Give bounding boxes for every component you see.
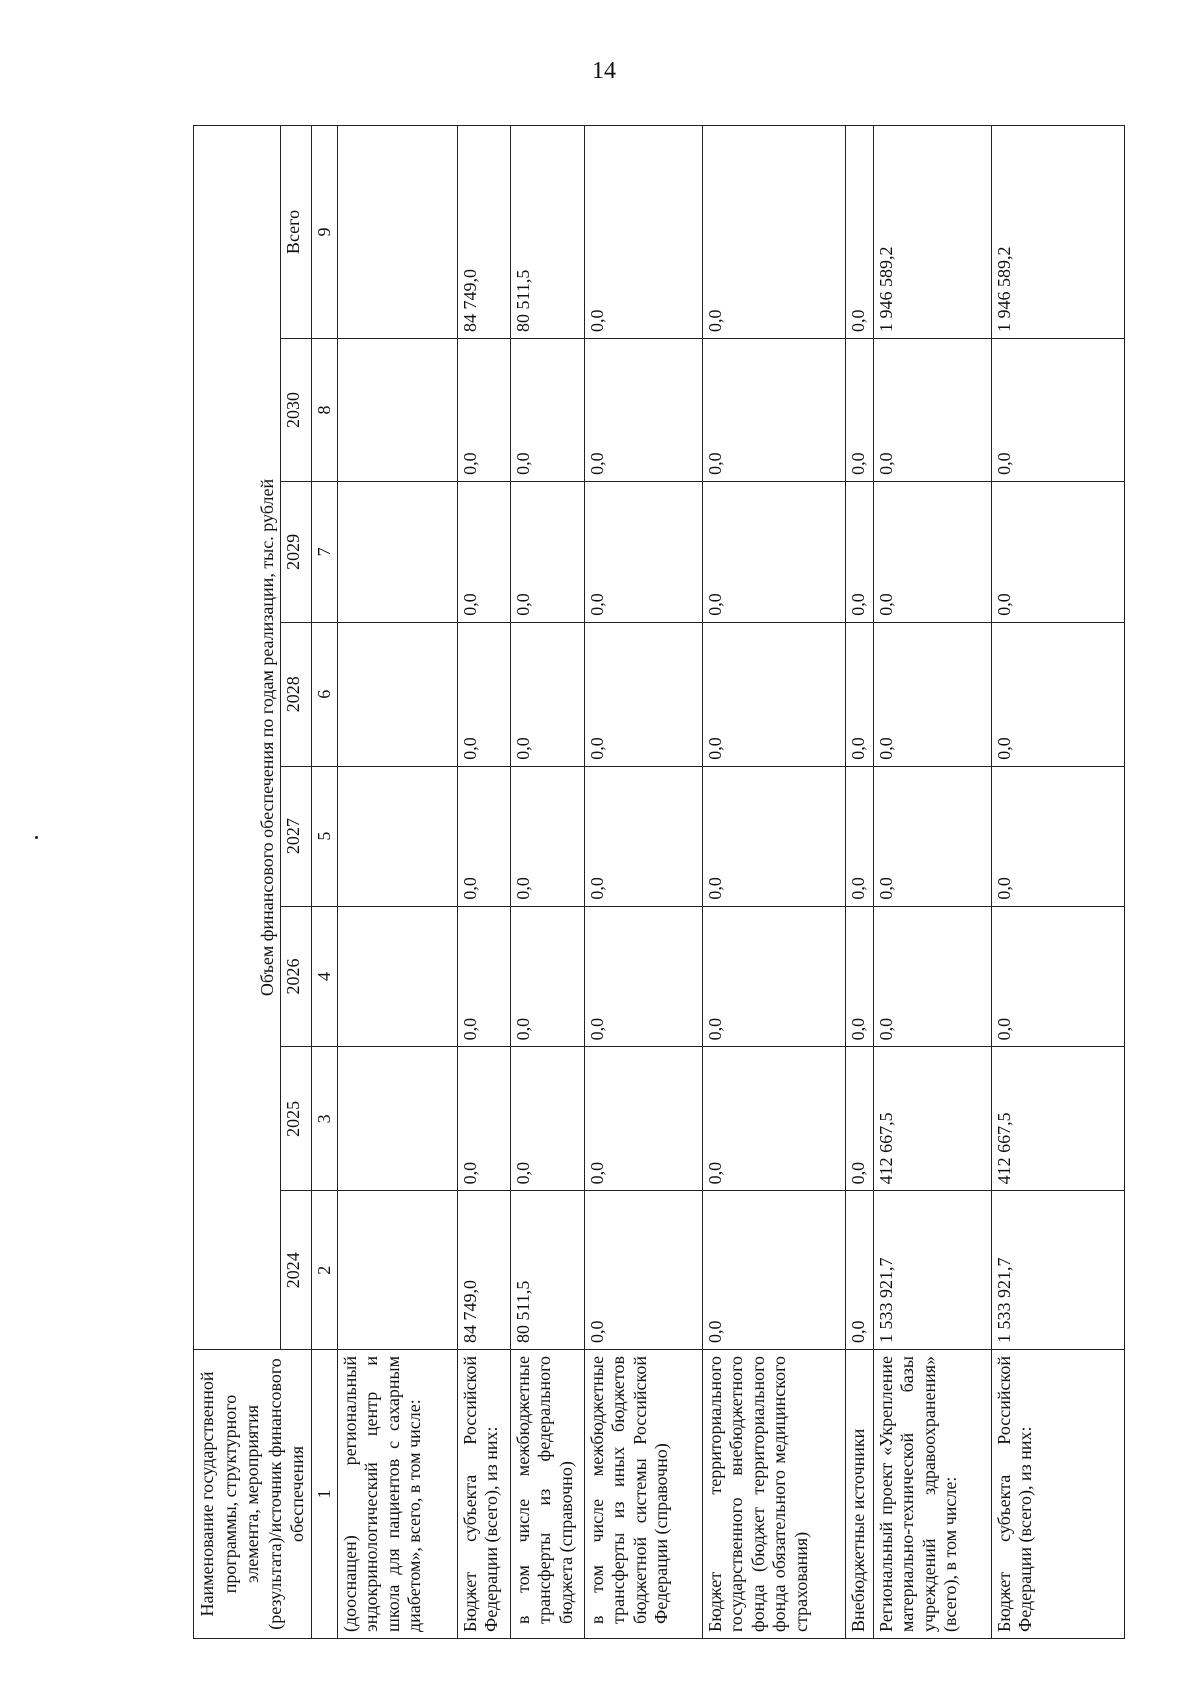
row-label: (дооснащен) региональный эндокринологический центр и школа для пациентов с сахарным диабетом», всего, в том числе: (337, 1349, 457, 1638)
cell-value (337, 1047, 457, 1191)
header-year: 2026 (280, 906, 311, 1047)
cell-value: 84 749,0 (457, 126, 510, 339)
table-row (510, 126, 584, 1639)
rotated-table-wrapper (193, 125, 1125, 1639)
cell-value: 0,0 (457, 481, 510, 622)
cell-value: 0,0 (845, 126, 873, 339)
cell-value: 412 667,5 (991, 1047, 1125, 1191)
cell-value: 0,0 (845, 481, 873, 622)
cell-value: 0,0 (702, 338, 845, 481)
header-year: 2029 (280, 481, 311, 622)
cell-value: 0,0 (584, 622, 702, 766)
header-year: 2025 (280, 1047, 311, 1191)
column-number: 6 (311, 622, 337, 766)
cell-value: 0,0 (457, 622, 510, 766)
cell-value: 0,0 (873, 906, 991, 1047)
cell-value: 0,0 (584, 126, 702, 339)
cell-value: 0,0 (702, 1191, 845, 1350)
header-year: 2027 (280, 766, 311, 906)
cell-value: 0,0 (457, 766, 510, 906)
column-number: 1 (311, 1349, 337, 1638)
cell-value: 0,0 (845, 622, 873, 766)
cell-value: 0,0 (510, 906, 584, 1047)
cell-value: 0,0 (510, 622, 584, 766)
table-row (873, 126, 991, 1639)
table-row (702, 126, 845, 1639)
cell-value: 0,0 (702, 766, 845, 906)
row-label: Внебюджетные источники (845, 1349, 873, 1638)
column-number: 2 (311, 1191, 337, 1350)
cell-value: 0,0 (702, 622, 845, 766)
cell-value: 0,0 (584, 481, 702, 622)
page-number: 14 (592, 58, 616, 84)
cell-value: 1 946 589,2 (873, 126, 991, 339)
row-label: в том числе межбюджетные трансферты из иных бюджетов бюджетной системы Российской Федерации (справочно) (584, 1349, 702, 1638)
header-year: 2030 (280, 338, 311, 481)
cell-value: 412 667,5 (873, 1047, 991, 1191)
cell-value: 0,0 (991, 906, 1125, 1047)
cell-value: 0,0 (510, 766, 584, 906)
cell-value: 0,0 (584, 1047, 702, 1191)
cell-value: 1 946 589,2 (991, 126, 1125, 339)
column-number: 7 (311, 481, 337, 622)
header-total: Всего (280, 126, 311, 339)
table-row (991, 126, 1125, 1639)
table-row (457, 126, 510, 1639)
header-name: Наименование государственной программы, структурного элемента, мероприятия (результата)/источник финансового обеспечения (194, 1349, 312, 1638)
cell-value: 80 511,5 (510, 1191, 584, 1350)
cell-value: 0,0 (873, 481, 991, 622)
scan-speck (35, 836, 38, 839)
cell-value: 0,0 (845, 338, 873, 481)
cell-value: 0,0 (991, 481, 1125, 622)
cell-value: 0,0 (584, 766, 702, 906)
table-row (584, 126, 702, 1639)
header-year: 2024 (280, 1191, 311, 1350)
cell-value: 0,0 (584, 906, 702, 1047)
column-number: 4 (311, 906, 337, 1047)
header-volume: Объем финансового обеспечения по годам реализации, тыс. рублей (194, 126, 281, 1350)
table-row (845, 126, 873, 1639)
cell-value: 0,0 (457, 338, 510, 481)
cell-value: 0,0 (584, 1191, 702, 1350)
cell-value: 1 533 921,7 (873, 1191, 991, 1350)
column-number: 8 (311, 338, 337, 481)
cell-value: 0,0 (584, 338, 702, 481)
cell-value: 0,0 (991, 766, 1125, 906)
financing-table (193, 125, 1125, 1639)
cell-value: 0,0 (873, 766, 991, 906)
cell-value: 0,0 (457, 1047, 510, 1191)
cell-value: 0,0 (845, 1047, 873, 1191)
header-year: 2028 (280, 622, 311, 766)
cell-value: 0,0 (510, 338, 584, 481)
cell-value (337, 906, 457, 1047)
cell-value: 0,0 (510, 1047, 584, 1191)
cell-value (337, 126, 457, 339)
cell-value (337, 766, 457, 906)
cell-value: 0,0 (873, 622, 991, 766)
row-label: Бюджет субъекта Российской Федерации (всего), из них: (991, 1349, 1125, 1638)
cell-value (337, 1191, 457, 1350)
cell-value: 0,0 (991, 622, 1125, 766)
cell-value (337, 338, 457, 481)
cell-value: 0,0 (702, 126, 845, 339)
row-label: Региональный проект «Укрепление материально-технической базы учреждений здравоохранения» (всего), в том числе: (873, 1349, 991, 1638)
cell-value: 0,0 (702, 1047, 845, 1191)
row-label: Бюджет субъекта Российской Федерации (всего), из них: (457, 1349, 510, 1638)
cell-value: 0,0 (845, 1191, 873, 1350)
cell-value: 0,0 (845, 766, 873, 906)
cell-value: 0,0 (457, 906, 510, 1047)
row-label: Бюджет территориального государственного внебюджетного фонда (бюджет территориального фонда обязательного медицинского страхования) (702, 1349, 845, 1638)
cell-value: 84 749,0 (457, 1191, 510, 1350)
cell-value: 80 511,5 (510, 126, 584, 339)
column-number: 5 (311, 766, 337, 906)
column-number: 9 (311, 126, 337, 339)
cell-value: 0,0 (702, 906, 845, 1047)
cell-value: 0,0 (873, 338, 991, 481)
cell-value: 0,0 (510, 481, 584, 622)
row-label: в том числе межбюджетные трансферты из федерального бюджета (справочно) (510, 1349, 584, 1638)
cell-value: 1 533 921,7 (991, 1191, 1125, 1350)
cell-value (337, 622, 457, 766)
table-row (337, 126, 457, 1639)
cell-value (337, 481, 457, 622)
cell-value: 0,0 (991, 338, 1125, 481)
cell-value: 0,0 (702, 481, 845, 622)
column-number: 3 (311, 1047, 337, 1191)
cell-value: 0,0 (845, 906, 873, 1047)
